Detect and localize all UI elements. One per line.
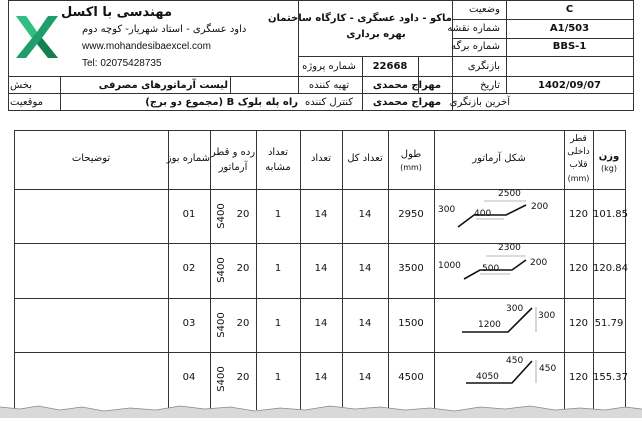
sheet-no-label: شماره برگه [451, 41, 500, 52]
shape-dim: 200 [531, 202, 549, 212]
row-mark: 04 [182, 372, 196, 383]
header-length-unit: (mm) [400, 163, 422, 172]
row-similar: 1 [274, 263, 282, 274]
date-value: 1402/09/07 [538, 80, 601, 91]
shape-dim: 400 [474, 209, 492, 219]
row-dia: 20 [236, 209, 250, 220]
drawing-no-value: A1/503 [549, 23, 590, 34]
company-logo [12, 12, 62, 62]
header-similar-1: تعداد [267, 147, 289, 158]
header-count: تعداد [310, 153, 332, 164]
row-count: 14 [314, 263, 328, 274]
excel-x-logo-icon [12, 12, 62, 62]
row-count: 14 [314, 372, 328, 383]
header-inner-dia-4: (mm) [567, 174, 590, 183]
header-weight-unit: (kg) [601, 164, 617, 173]
row-weight: 120.84 [593, 263, 628, 274]
row-grade: S400 [216, 366, 227, 392]
row-grade: S400 [216, 203, 227, 229]
review-label: بازنگری [467, 61, 500, 72]
row-inner-dia: 120 [568, 318, 589, 329]
company-tel: Tel: 02075428735 [82, 58, 162, 69]
header-weight: وزن [598, 151, 620, 162]
project-title-line2: بهره برداری [346, 29, 406, 40]
header-inner-dia-3: قلاب [569, 160, 588, 170]
shape-dim: 300 [506, 304, 524, 314]
checked-label: کنترل کننده [304, 97, 354, 108]
row-total-count: 14 [358, 209, 372, 220]
project-no-value: 22668 [372, 61, 408, 72]
bar-shape-drawing [436, 299, 563, 351]
header-inner-dia-2: داخلی [567, 147, 590, 157]
torn-edge [0, 403, 642, 418]
date-label: تاریخ [480, 80, 500, 91]
row-mark: 01 [182, 209, 196, 220]
header-total-count: تعداد کل [347, 153, 383, 164]
row-length: 2950 [398, 209, 424, 220]
row-similar: 1 [274, 209, 282, 220]
header-shape: شکل آرماتور [472, 153, 526, 164]
row-grade: S400 [216, 312, 227, 338]
shape-dim: 1200 [478, 320, 501, 330]
header-grade-2: آرماتور [218, 162, 248, 173]
row-mark: 02 [182, 263, 196, 274]
header-length: طول [400, 149, 422, 160]
row-weight: 51.79 [594, 318, 624, 329]
prepared-label: تهیه کننده [308, 80, 350, 91]
location-label: موقعیت [10, 97, 43, 108]
section-label: بخش [10, 80, 32, 91]
header-notes: توضیحات [71, 153, 111, 164]
shape-dim: 500 [482, 264, 500, 274]
checked-value: مهراج محمدی [372, 97, 442, 108]
bar-shape-drawing [436, 244, 563, 297]
bar-shape-drawing [436, 353, 563, 409]
shape-dim: 300 [438, 205, 456, 215]
row-inner-dia: 120 [568, 209, 589, 220]
sheet-no-value: BBS-1 [552, 41, 587, 52]
section-value: لیست آرماتورهای مصرفی [98, 80, 228, 91]
row-dia: 20 [236, 372, 250, 383]
shape-dim: 200 [530, 258, 548, 268]
row-inner-dia: 120 [568, 372, 589, 383]
row-similar: 1 [274, 318, 282, 329]
row-grade: S400 [216, 257, 227, 283]
shape-dim: 1000 [438, 261, 461, 271]
row-length: 1500 [398, 318, 424, 329]
drawing-no-label: شماره نقشه [447, 23, 500, 34]
last-review-label: آخرین بازنگری [449, 97, 510, 108]
shape-dim: 4050 [476, 372, 499, 382]
status-label: وضعیت [469, 4, 500, 15]
row-inner-dia: 120 [568, 263, 589, 274]
row-length: 4500 [398, 372, 424, 383]
company-address: داود عسگری - استاد شهریار- کوچه دوم [82, 24, 247, 35]
header-grade-1: رده و قطر [210, 147, 256, 158]
header-inner-dia-1: قطر [570, 134, 587, 144]
row-similar: 1 [274, 372, 282, 383]
row-dia: 20 [236, 318, 250, 329]
row-weight: 155.37 [593, 372, 628, 383]
bar-shape-drawing [436, 190, 563, 242]
location-value: راه پله بلوک B (مجموع دو برج) [145, 97, 298, 108]
row-dia: 20 [236, 263, 250, 274]
row-count: 14 [314, 209, 328, 220]
header-mark: شماره بوز [166, 153, 210, 164]
shape-dim: 2500 [498, 189, 521, 199]
row-total-count: 14 [358, 318, 372, 329]
project-title-line1: ماکو - داود عسگری - کارگاه ساختمان [267, 13, 452, 24]
prepared-value: مهراج محمدی [372, 80, 442, 91]
header-similar-2: مشابه [265, 162, 291, 173]
shape-dim: 450 [539, 364, 557, 374]
shape-dim: 300 [538, 311, 556, 321]
company-website[interactable]: www.mohandesibaexcel.com [82, 41, 211, 52]
shape-dim: 2300 [498, 243, 521, 253]
row-weight: 101.85 [593, 209, 628, 220]
shape-dim: 450 [506, 356, 524, 366]
row-mark: 03 [182, 318, 196, 329]
project-no-label: شماره پروژه [302, 61, 356, 72]
status-value: C [565, 4, 574, 15]
row-total-count: 14 [358, 372, 372, 383]
row-length: 3500 [398, 263, 424, 274]
company-name: مهندسی با اکسل [60, 5, 172, 20]
row-total-count: 14 [358, 263, 372, 274]
row-count: 14 [314, 318, 328, 329]
